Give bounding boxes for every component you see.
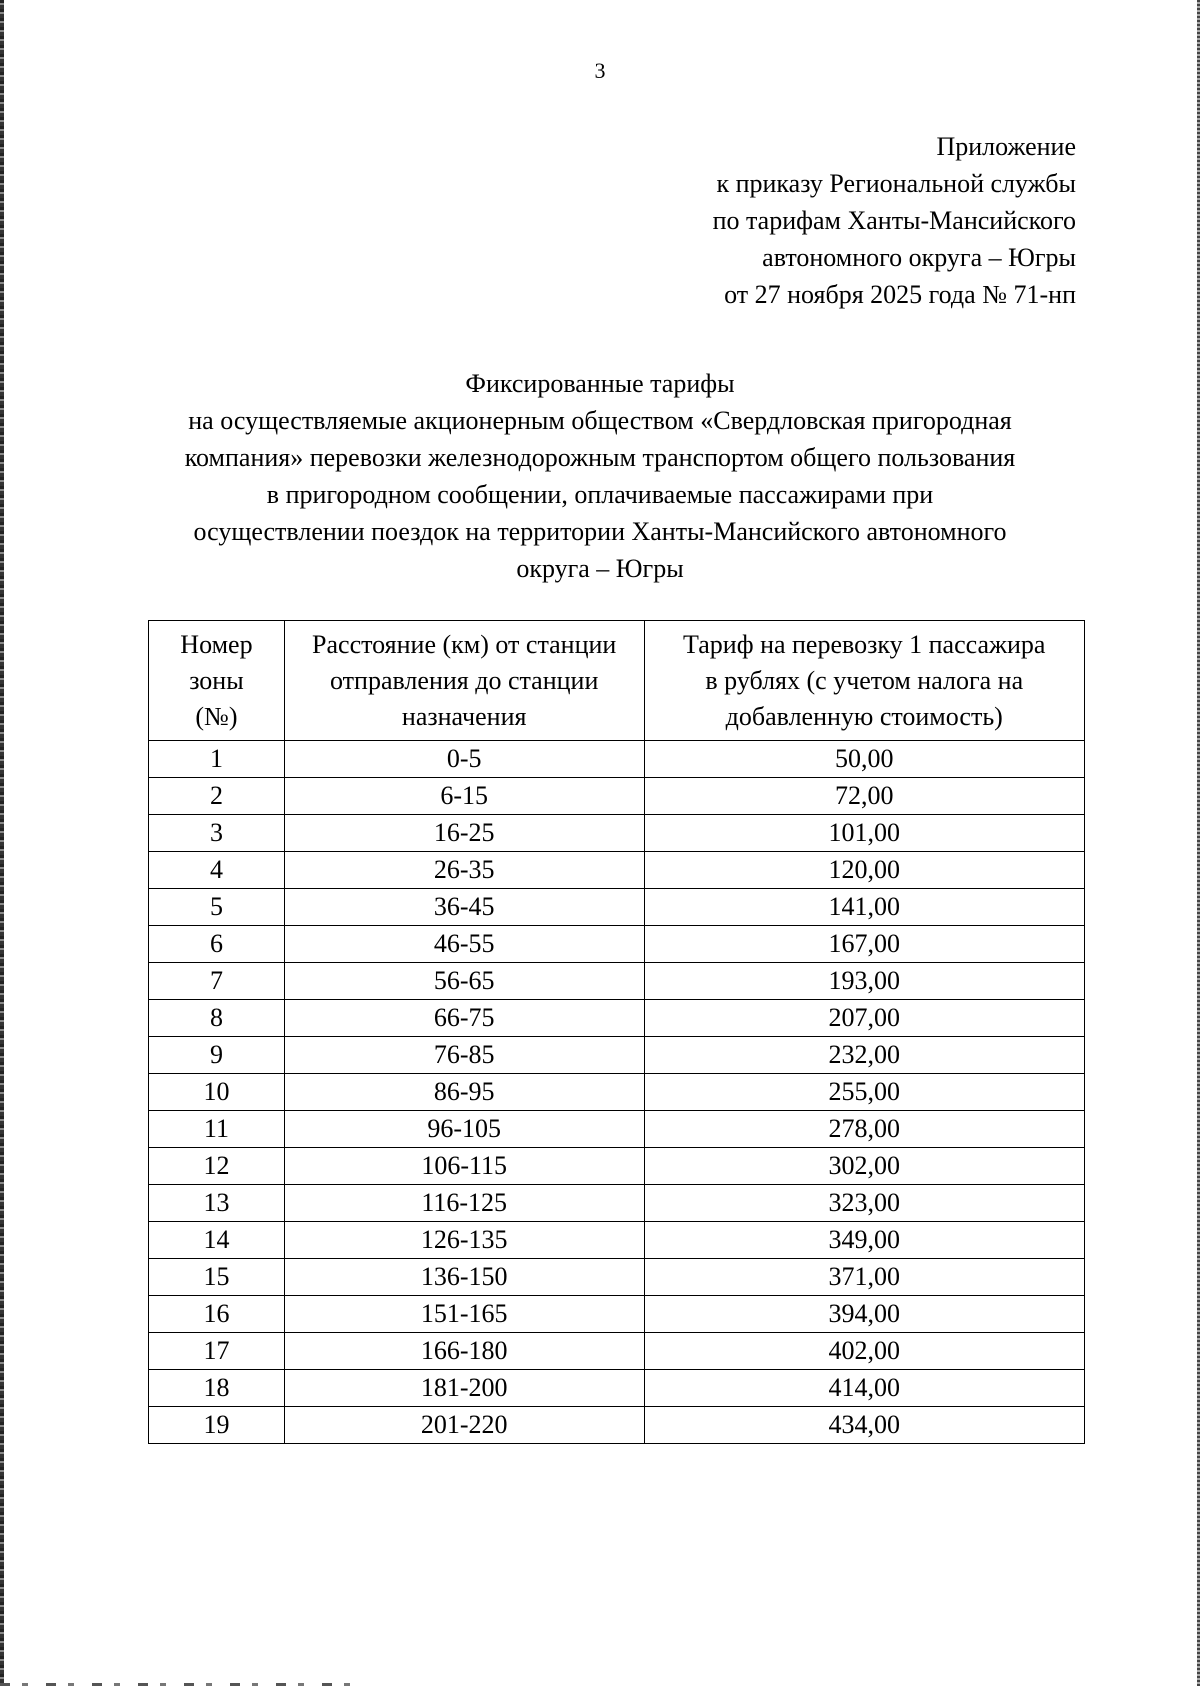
- appendix-line: Приложение: [936, 132, 1076, 161]
- header-zone: [149, 621, 285, 741]
- cell-fare: 402,00: [644, 1333, 1085, 1370]
- table-row: [149, 889, 1085, 926]
- table-row: [149, 1222, 1085, 1259]
- cell-zone: 15: [149, 1259, 285, 1296]
- cell-zone: 9: [149, 1037, 285, 1074]
- scan-edge-left: [0, 0, 4, 1686]
- table-row: [149, 1296, 1085, 1333]
- cell-zone: 10: [149, 1074, 285, 1111]
- header-fare: [644, 621, 1085, 741]
- cell-zone: 16: [149, 1296, 285, 1333]
- table-row: [149, 926, 1085, 963]
- header-zone-line: Номер: [180, 629, 253, 659]
- cell-distance: 46-55: [284, 926, 644, 963]
- header-zone-line: зоны: [189, 665, 244, 695]
- cell-fare: 50,00: [644, 741, 1085, 778]
- cell-fare: 120,00: [644, 852, 1085, 889]
- cell-fare: 371,00: [644, 1259, 1085, 1296]
- table-row: [149, 1037, 1085, 1074]
- header-zone-line: (№): [195, 701, 238, 731]
- cell-zone: 1: [149, 741, 285, 778]
- cell-distance: 6-15: [284, 778, 644, 815]
- cell-zone: 3: [149, 815, 285, 852]
- cell-distance: 0-5: [284, 741, 644, 778]
- cell-fare: 255,00: [644, 1074, 1085, 1111]
- cell-distance: 56-65: [284, 963, 644, 1000]
- cell-zone: 8: [149, 1000, 285, 1037]
- cell-distance: 116-125: [284, 1185, 644, 1222]
- title-line: округа – Югры: [516, 554, 684, 583]
- title-line: на осуществляемые акционерным обществом «Свердловская пригородная: [188, 406, 1012, 435]
- cell-zone: 5: [149, 889, 285, 926]
- title-line: в пригородном сообщении, оплачиваемые пассажирами при: [266, 480, 934, 509]
- table-body: [149, 741, 1085, 1444]
- cell-distance: 201-220: [284, 1407, 644, 1444]
- appendix-block: [713, 128, 1076, 313]
- table-row: [149, 778, 1085, 815]
- table-row: [149, 963, 1085, 1000]
- header-fare-line: добавленную стоимость): [725, 701, 1003, 731]
- table-row: [149, 1407, 1085, 1444]
- cell-distance: 66-75: [284, 1000, 644, 1037]
- cell-zone: 6: [149, 926, 285, 963]
- appendix-line: к приказу Региональной службы: [716, 169, 1076, 198]
- cell-distance: 96-105: [284, 1111, 644, 1148]
- title-heading: Фиксированные тарифы: [465, 369, 735, 398]
- document-title: [140, 365, 1060, 587]
- cell-zone: 7: [149, 963, 285, 1000]
- cell-distance: 36-45: [284, 889, 644, 926]
- cell-distance: 26-35: [284, 852, 644, 889]
- table-row: [149, 1333, 1085, 1370]
- cell-fare: 232,00: [644, 1037, 1085, 1074]
- cell-fare: 302,00: [644, 1148, 1085, 1185]
- cell-distance: 136-150: [284, 1259, 644, 1296]
- cell-distance: 16-25: [284, 815, 644, 852]
- cell-fare: 278,00: [644, 1111, 1085, 1148]
- cell-distance: 106-115: [284, 1148, 644, 1185]
- cell-fare: 323,00: [644, 1185, 1085, 1222]
- table-row: [149, 741, 1085, 778]
- cell-zone: 12: [149, 1148, 285, 1185]
- cell-fare: 167,00: [644, 926, 1085, 963]
- header-distance-line: Расстояние (км) от станции: [312, 629, 617, 659]
- tariff-table: [148, 620, 1085, 1444]
- table-row: [149, 815, 1085, 852]
- cell-fare: 101,00: [644, 815, 1085, 852]
- cell-fare: 434,00: [644, 1407, 1085, 1444]
- page-number: 3: [594, 58, 606, 83]
- title-line: осуществлении поездок на территории Ханты-Мансийского автономного: [193, 517, 1007, 546]
- cell-distance: 166-180: [284, 1333, 644, 1370]
- cell-fare: 72,00: [644, 778, 1085, 815]
- table-row: [149, 1111, 1085, 1148]
- cell-zone: 4: [149, 852, 285, 889]
- appendix-line: по тарифам Ханты-Мансийского: [712, 206, 1076, 235]
- cell-fare: 414,00: [644, 1370, 1085, 1407]
- header-fare-line: в рублях (с учетом налога на: [705, 665, 1024, 695]
- cell-zone: 19: [149, 1407, 285, 1444]
- cell-fare: 207,00: [644, 1000, 1085, 1037]
- cell-distance: 76-85: [284, 1037, 644, 1074]
- appendix-line: автономного округа – Югры: [762, 243, 1076, 272]
- title-line: компания» перевозки железнодорожным транспортом общего пользования: [184, 443, 1016, 472]
- table-row: [149, 1148, 1085, 1185]
- table-row: [149, 1185, 1085, 1222]
- cell-fare: 193,00: [644, 963, 1085, 1000]
- cell-fare: 394,00: [644, 1296, 1085, 1333]
- table-row: [149, 852, 1085, 889]
- cell-distance: 181-200: [284, 1370, 644, 1407]
- header-distance: [284, 621, 644, 741]
- header-fare-line: Тариф на перевозку 1 пассажира: [683, 629, 1046, 659]
- appendix-line: от 27 ноября 2025 года № 71-нп: [724, 280, 1076, 309]
- cell-fare: 349,00: [644, 1222, 1085, 1259]
- table-header-row: [149, 621, 1085, 741]
- cell-distance: 151-165: [284, 1296, 644, 1333]
- cell-zone: 18: [149, 1370, 285, 1407]
- cell-zone: 14: [149, 1222, 285, 1259]
- table-row: [149, 1000, 1085, 1037]
- cell-zone: 17: [149, 1333, 285, 1370]
- cell-zone: 13: [149, 1185, 285, 1222]
- cell-zone: 2: [149, 778, 285, 815]
- header-distance-line: отправления до станции: [330, 665, 599, 695]
- cell-distance: 126-135: [284, 1222, 644, 1259]
- cell-zone: 11: [149, 1111, 285, 1148]
- cell-fare: 141,00: [644, 889, 1085, 926]
- table-row: [149, 1370, 1085, 1407]
- table-row: [149, 1074, 1085, 1111]
- table-row: [149, 1259, 1085, 1296]
- cell-distance: 86-95: [284, 1074, 644, 1111]
- header-distance-line: назначения: [401, 701, 527, 731]
